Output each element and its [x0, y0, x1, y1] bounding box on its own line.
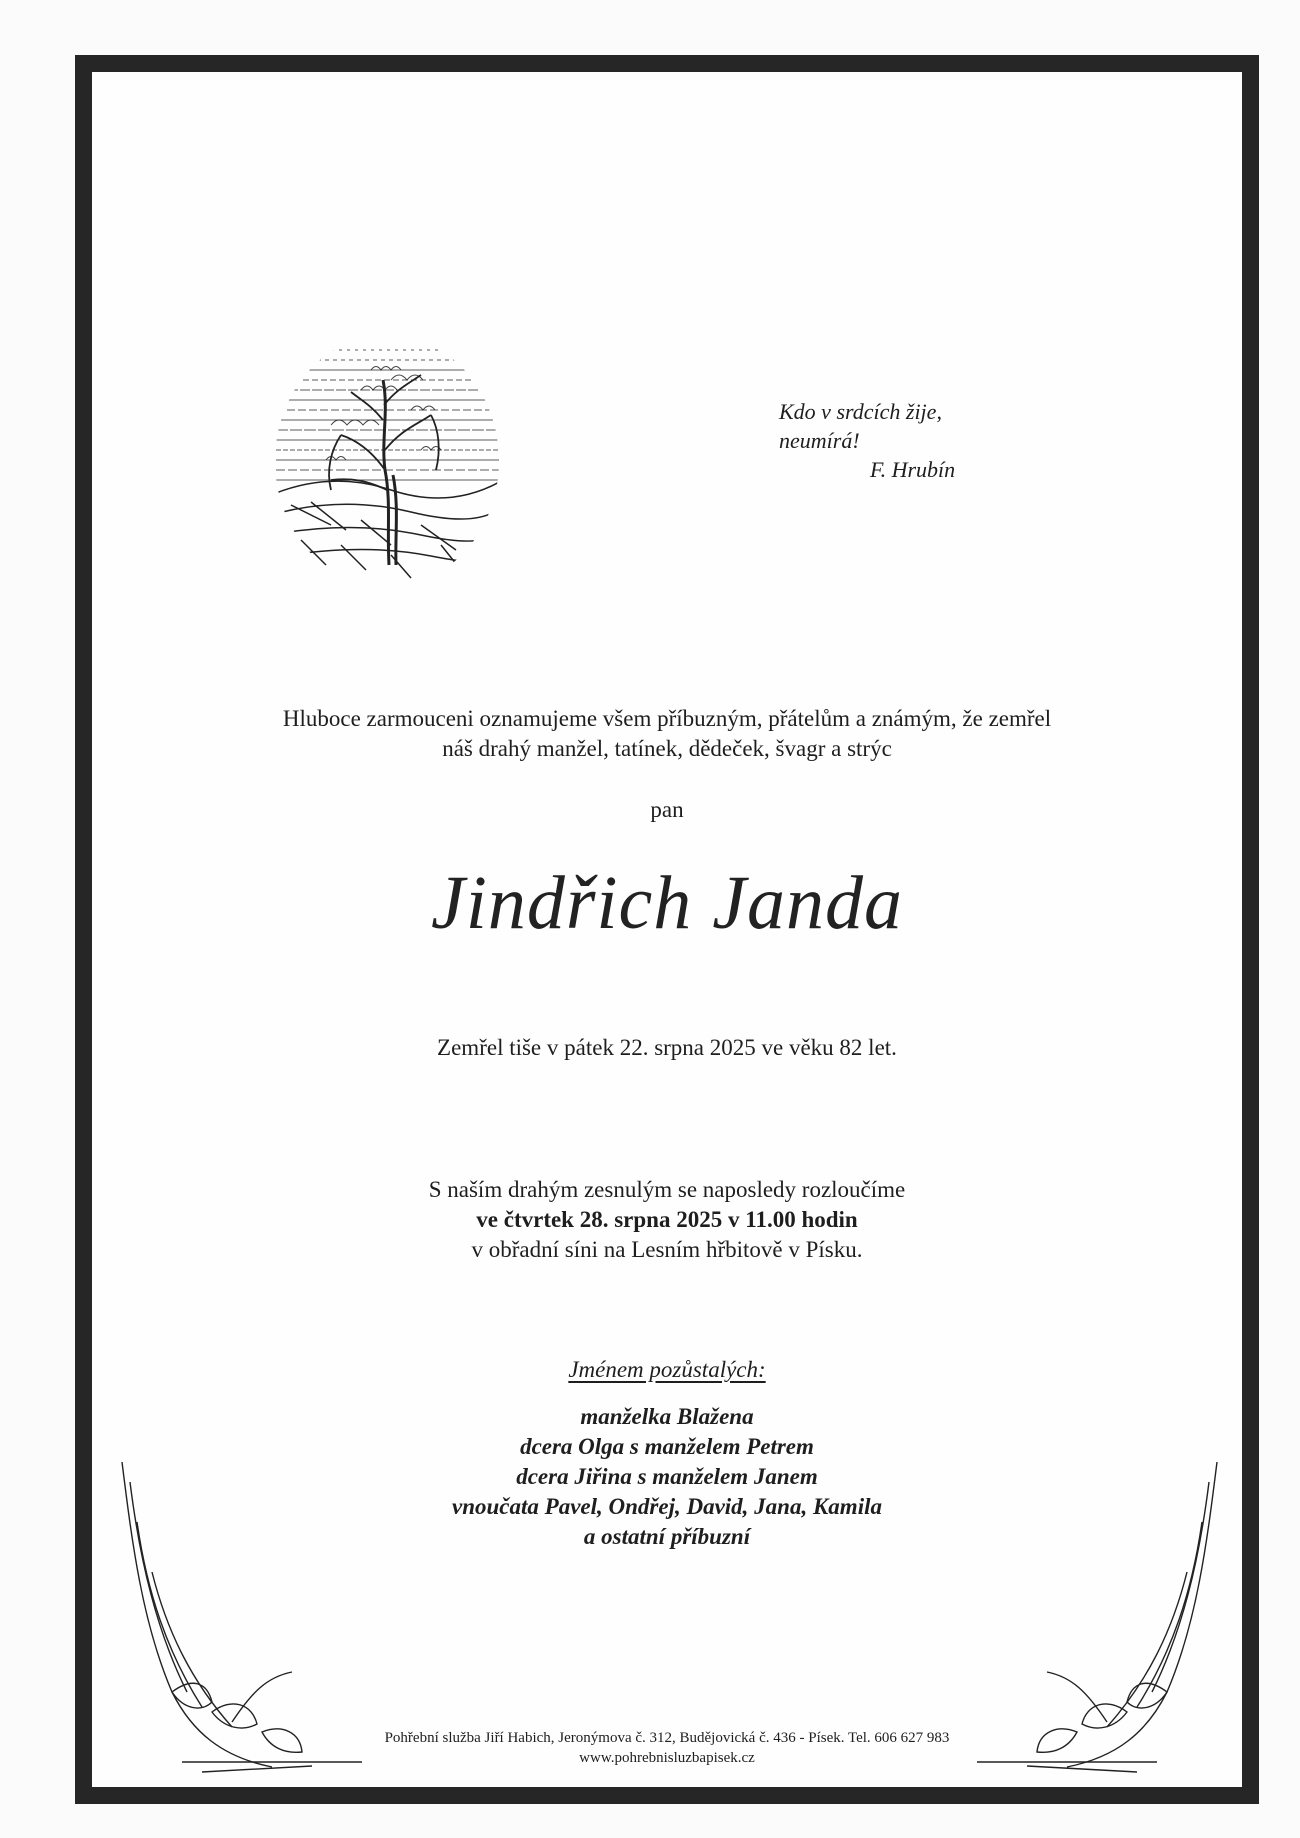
survivors-heading-text: Jménem pozůstalých:: [568, 1357, 766, 1382]
quote-line-1: Kdo v srdcích žije,: [779, 399, 942, 424]
survivor-item: a ostatní příbuzní: [583, 1524, 751, 1549]
survivor-item: manželka Blažena: [580, 1404, 754, 1429]
farewell-info: [92, 1175, 1242, 1265]
survivors-heading: [92, 1357, 1242, 1383]
parte-frame: [75, 55, 1259, 1804]
survivor-item: vnoučata Pavel, Ondřej, David, Jana, Kamila: [452, 1494, 882, 1519]
intro-line-1: Hluboce zarmouceni oznamujeme všem příbuzným, přátelům a známým, že zemřel: [282, 706, 1052, 731]
footer-address: Pohřební služba Jiří Habich, Jeronýmova č. 312, Budějovická č. 436 - Písek. Tel. 606 627 983: [384, 1730, 950, 1746]
survivor-item: dcera Jiřina s manželem Janem: [516, 1464, 818, 1489]
tree-engraving-icon: [271, 330, 503, 592]
quote-author: F. Hrubín: [870, 457, 956, 482]
survivor-item: dcera Olga s manželem Petrem: [520, 1434, 814, 1459]
announcement-intro: [92, 704, 1242, 764]
title-word: pan: [650, 797, 684, 822]
farewell-date-time: ve čtvrtek 28. srpna 2025 v 11.00 hodin: [476, 1207, 858, 1232]
quote: [779, 397, 955, 484]
deceased-name: Jindřich Janda: [430, 861, 903, 945]
death-notice: Zemřel tiše v pátek 22. srpna 2025 ve věku 82 let.: [437, 1035, 897, 1060]
quote-line-2: neumírá!: [779, 428, 860, 453]
funeral-service-footer: [92, 1728, 1242, 1768]
parte-page: [92, 72, 1242, 1787]
intro-line-2: náš drahý manžel, tatínek, dědeček, švagr a strýc: [442, 736, 892, 761]
farewell-place: v obřadní síni na Lesním hřbitově v Písku.: [471, 1237, 863, 1262]
farewell-line-1: S naším drahým zesnulým se naposledy rozloučíme: [428, 1177, 906, 1202]
footer-website: www.pohrebnisluzbapisek.cz: [579, 1750, 755, 1766]
